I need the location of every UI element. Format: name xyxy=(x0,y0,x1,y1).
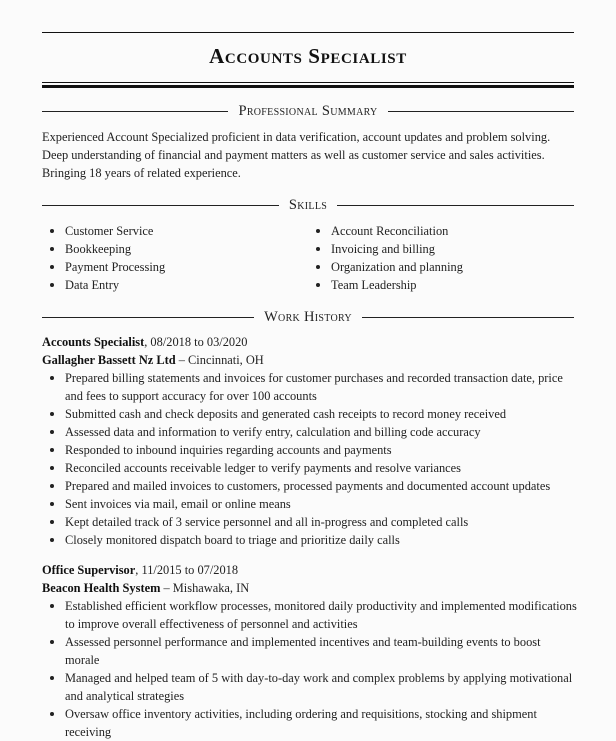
bullet-icon xyxy=(50,283,54,287)
title-rule-thin xyxy=(42,82,574,83)
skill-item: Organization and planning xyxy=(308,258,574,276)
bullet-icon xyxy=(50,484,54,488)
bullet-icon xyxy=(50,676,54,680)
job-bullet: Established efficient workflow processes, monitored daily productivity and implemented modifications to improve overall effectiveness of personnel and activities xyxy=(42,597,577,633)
job-bullet: Closely monitored dispatch board to triage and prioritize daily calls xyxy=(42,531,577,549)
job-title: Accounts Specialist xyxy=(42,335,145,349)
skill-item: Bookkeeping xyxy=(42,240,308,258)
bullet-icon xyxy=(50,376,54,380)
job-bullets xyxy=(42,597,577,741)
skill-item: Data Entry xyxy=(42,276,308,294)
job-bullet: Prepared and mailed invoices to customers, processed payments and documented account updates xyxy=(42,477,577,495)
job-bullet: Managed and helped team of 5 with day-to-day work and complex problems by applying motivational and analytical strategies xyxy=(42,669,577,705)
job-company-line xyxy=(42,579,574,597)
section-title-work-history: Work History xyxy=(264,308,352,325)
section-header-work-history xyxy=(42,309,574,325)
bullet-icon xyxy=(50,430,54,434)
resume-title: Accounts Specialist xyxy=(209,44,407,68)
job-title: Office Supervisor xyxy=(42,563,136,577)
bullet-icon xyxy=(316,247,320,251)
company-name: Gallagher Bassett Nz Ltd xyxy=(42,353,176,367)
section-rule-left xyxy=(42,111,228,112)
skill-item: Payment Processing xyxy=(42,258,308,276)
job-bullet: Submitted cash and check deposits and generated cash receipts to record money received xyxy=(42,405,577,423)
job-dates: , 08/2018 to 03/2020 xyxy=(144,335,248,349)
company-name: Beacon Health System xyxy=(42,581,161,595)
skill-item: Customer Service xyxy=(42,222,308,240)
top-rule xyxy=(42,32,574,33)
job-dates: , 11/2015 to 07/2018 xyxy=(135,563,239,577)
section-header-summary xyxy=(42,103,574,119)
skill-item: Team Leadership xyxy=(308,276,574,294)
job-bullet: Assessed data and information to verify entry, calculation and billing code accuracy xyxy=(42,423,577,441)
skill-item: Invoicing and billing xyxy=(308,240,574,258)
section-header-skills xyxy=(42,197,574,213)
skill-item: Account Reconciliation xyxy=(308,222,574,240)
title-rule-thick xyxy=(42,85,574,88)
skills-column-right xyxy=(308,222,574,294)
bullet-icon xyxy=(50,466,54,470)
job-bullet: Prepared billing statements and invoices for customer purchases and recorded transaction date, price and fees to support accuracy for over 100 accounts xyxy=(42,369,577,405)
bullet-icon xyxy=(316,265,320,269)
company-location: – Cincinnati, OH xyxy=(175,353,264,367)
bullet-icon xyxy=(50,712,54,716)
skills-column-left xyxy=(42,222,308,294)
job-bullet: Responded to inbound inquiries regarding accounts and payments xyxy=(42,441,577,459)
bullet-icon xyxy=(50,448,54,452)
bullet-icon xyxy=(50,412,54,416)
job-bullet: Oversaw office inventory activities, including ordering and requisitions, stocking and shipment receiving xyxy=(42,705,577,741)
job-bullet: Reconciled accounts receivable ledger to verify payments and resolve variances xyxy=(42,459,577,477)
job-title-line xyxy=(42,333,574,351)
job-bullet: Assessed personnel performance and implemented incentives and team-building events to boost morale xyxy=(42,633,577,669)
bullet-icon xyxy=(50,640,54,644)
bullet-icon xyxy=(50,520,54,524)
bullet-icon xyxy=(50,502,54,506)
job-entry xyxy=(42,561,577,741)
job-bullets xyxy=(42,369,574,549)
skills-list xyxy=(42,222,574,294)
company-location: – Mishawaka, IN xyxy=(160,581,250,595)
section-title-skills: Skills xyxy=(288,196,328,213)
bullet-icon xyxy=(316,229,320,233)
summary-text: Experienced Account Specialized proficient in data verification, account updates and problem solving. Deep understanding of financial and payment matters as well as customer service and sales activities. Bringing 18 years of related experience. xyxy=(42,130,551,180)
section-rule-right xyxy=(337,205,574,206)
bullet-icon xyxy=(50,604,54,608)
section-rule-left xyxy=(42,205,279,206)
bullet-icon xyxy=(50,538,54,542)
bullet-icon xyxy=(50,229,54,233)
bullet-icon xyxy=(50,247,54,251)
job-bullet: Sent invoices via mail, email or online means xyxy=(42,495,577,513)
job-title-line xyxy=(42,561,574,579)
bullet-icon xyxy=(50,265,54,269)
section-title-summary: Professional Summary xyxy=(238,102,378,119)
job-company-line xyxy=(42,351,574,369)
bullet-icon xyxy=(316,283,320,287)
job-entry xyxy=(42,333,574,549)
section-rule-right xyxy=(388,111,574,112)
job-bullet: Kept detailed track of 3 service personnel and all in-progress and completed calls xyxy=(42,513,577,531)
section-rule-right xyxy=(362,317,574,318)
section-rule-left xyxy=(42,317,254,318)
